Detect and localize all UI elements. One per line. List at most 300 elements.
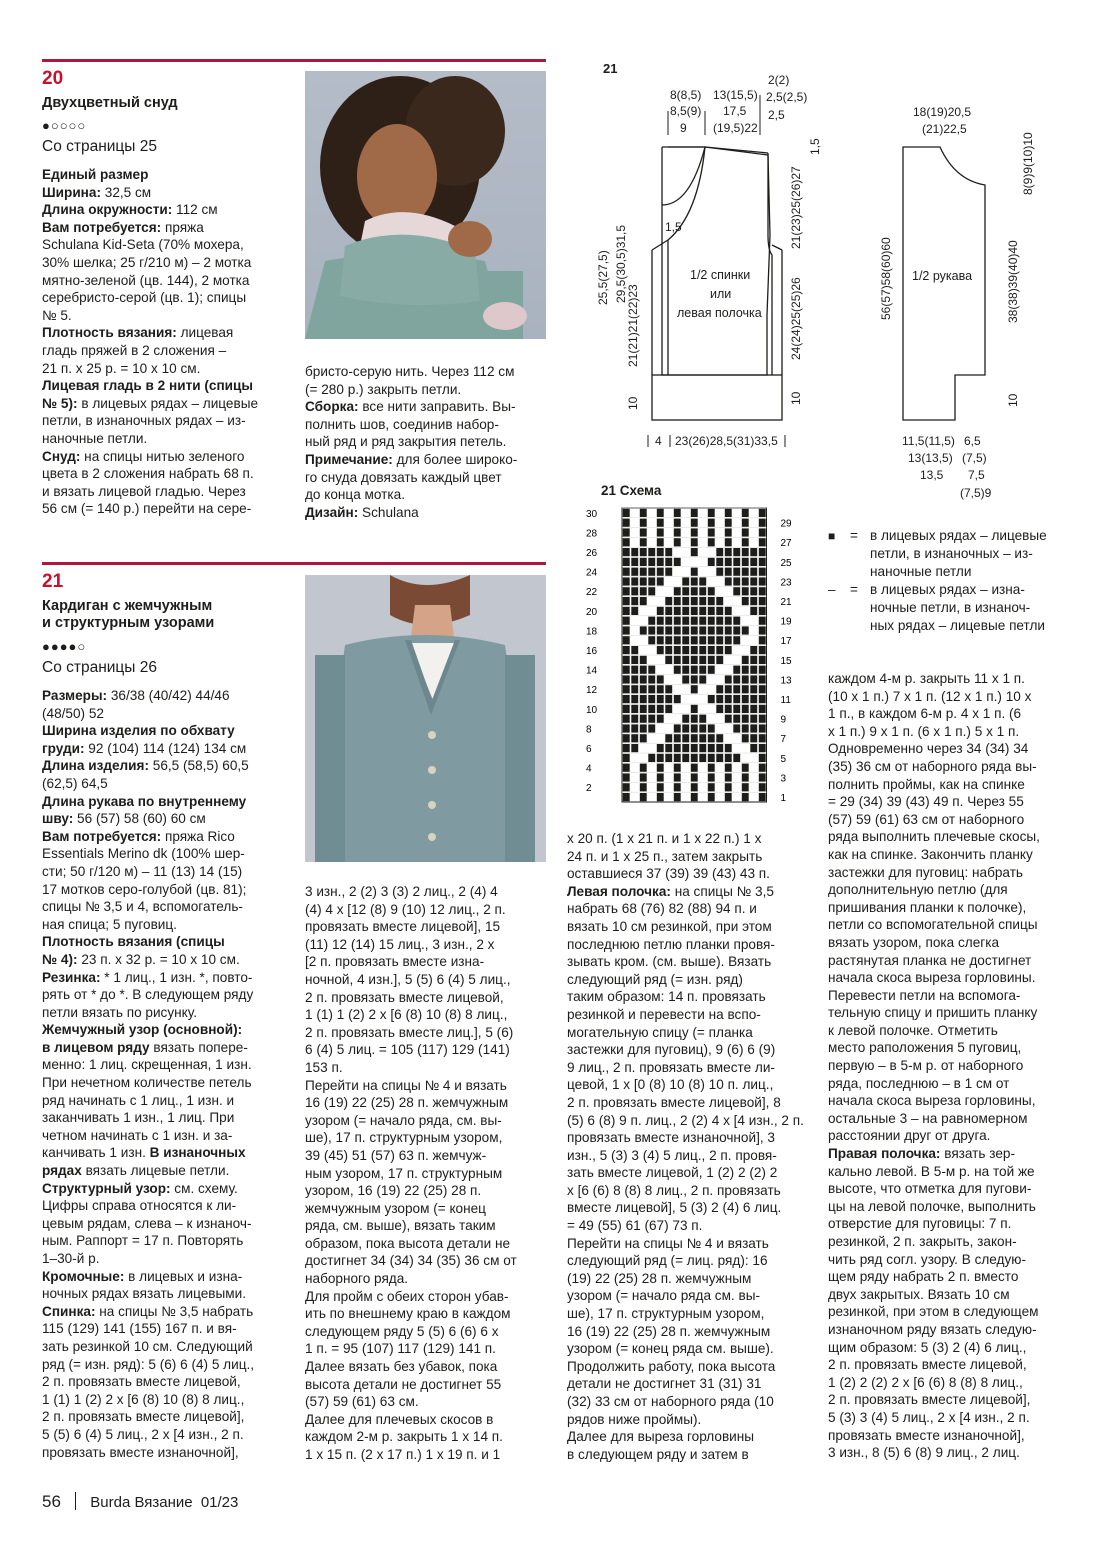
- chart-cell-knit: [759, 558, 766, 566]
- text-line: и вязать лицевой гладью. Через: [42, 483, 246, 499]
- text-line: Для пройм с обеих сторон убав-: [305, 1288, 509, 1304]
- chart-cell-knit: [725, 528, 732, 536]
- text-line: Вам потребуется: пряжа: [42, 219, 204, 235]
- text-line: начала скоса выреза горловины,: [828, 1093, 1036, 1109]
- p21-text-col2: [305, 883, 557, 1464]
- chart-cell-knit: [623, 519, 630, 527]
- chart-cell-knit: [691, 597, 698, 605]
- chart-cell-knit: [665, 656, 672, 664]
- chart-cell-knit: [759, 568, 766, 576]
- text-line: застежки для пуговиц: набрать: [828, 864, 1023, 880]
- chart-cell-knit: [674, 587, 681, 595]
- text-line: Левая полочка: на спицы № 3,5: [567, 883, 774, 899]
- chart-row-label-right: 11: [780, 695, 791, 707]
- text-line: высота детали не достигнет 55: [305, 1376, 502, 1392]
- chart-cell-knit: [750, 607, 757, 615]
- text-line: провязать вместе лицевой], 15: [305, 919, 501, 935]
- sleeve-top-2: (21)22,5: [922, 122, 967, 136]
- chart-cell-knit: [708, 597, 715, 605]
- chart-cell-knit: [725, 695, 732, 703]
- chart-cell-knit: [665, 617, 672, 625]
- chart-cell-knit: [674, 636, 681, 644]
- text-line: начала скоса выреза горловины.: [828, 970, 1036, 986]
- chart-cell-knit: [725, 783, 732, 791]
- chart-cell-knit: [691, 528, 698, 536]
- chart-cell-knit: [665, 744, 672, 752]
- pattern-number-21: 21: [42, 571, 64, 592]
- text-line: следующем ряду 5 (5) 6 (6) 6 х: [305, 1323, 499, 1339]
- text-line: 2 п. провязать вместе лицевой,: [42, 1374, 241, 1390]
- chart-cell-knit: [657, 773, 664, 781]
- chart-cell-knit: [733, 666, 740, 674]
- chart-cell-knit: [648, 617, 655, 625]
- chart-cell-knit: [708, 666, 715, 674]
- chart-cell-knit: [640, 587, 647, 595]
- chart-cell-knit: [623, 715, 630, 723]
- text-line: провязать вместе изнаночной], 3: [567, 1130, 775, 1146]
- text-line: 1 (1) 1 (2) 2 х [6 (8) 10 (8) 8 лиц.,: [42, 1391, 245, 1407]
- chart-cell-knit: [708, 773, 715, 781]
- text-line: Перейти на спицы № 4 и вязать: [305, 1077, 507, 1093]
- text-line: ряда, см. выше), вязать таким: [305, 1218, 496, 1234]
- chart-cell-knit: [657, 646, 664, 654]
- chart-cell-knit: [759, 528, 766, 536]
- chart-cell-knit: [691, 568, 698, 576]
- text-line: 2 п. провязать вместе лицевой,: [305, 989, 504, 1005]
- text-line: (57) 59 (61) 63 см от наборного: [828, 811, 1025, 827]
- chart-cell-knit: [640, 734, 647, 742]
- chart-cell-knit: [742, 675, 749, 683]
- chart-cell-knit: [665, 695, 672, 703]
- text-line: Цифры справа относятся к ли-: [42, 1198, 237, 1214]
- chart-cell-knit: [657, 558, 664, 566]
- chart-cell-knit: [623, 675, 630, 683]
- chart-cell-knit: [750, 744, 757, 752]
- chart-cell-knit: [750, 705, 757, 713]
- chart-cell-knit: [657, 783, 664, 791]
- text-line: вязать узором, пока слегка: [828, 934, 1000, 950]
- chart-cell-knit: [623, 656, 630, 664]
- chart-cell-knit: [725, 577, 732, 585]
- chart-cell-knit: [657, 695, 664, 703]
- chart-cell-knit: [623, 734, 630, 742]
- chart-cell-knit: [725, 773, 732, 781]
- chart-cell-knit: [640, 724, 647, 732]
- chart-cell-knit: [699, 617, 706, 625]
- sleeve-left-dim: 56(57)58(60)60: [879, 237, 893, 320]
- chart-cell-knit: [708, 764, 715, 772]
- text-line: узором (= конец ряда см. выше).: [567, 1341, 774, 1357]
- text-line: бристо-серую нить. Через 112 см: [305, 364, 515, 379]
- chart-cell-knit: [699, 715, 706, 723]
- chart-cell-knit: [708, 617, 715, 625]
- chart-row-label-right: 29: [780, 518, 792, 530]
- chart-cell-knit: [708, 793, 715, 801]
- chart-cell-knit: [631, 548, 638, 556]
- text-line: Ширина: 32,5 см: [42, 184, 152, 200]
- chart-cell-knit: [733, 724, 740, 732]
- chart-cell-knit: [725, 519, 732, 527]
- chart-row-label-right: 19: [780, 616, 792, 628]
- text-line: Жемчужный узор (основной):: [42, 1022, 243, 1038]
- chart-cell-knit: [733, 617, 740, 625]
- dim-top-3b: 2,5(2,5): [766, 90, 808, 104]
- text-line: изн., 5 (3) 3 (4) 5 лиц., 2 п. провя-: [567, 1147, 777, 1163]
- chart-cell-knit: [623, 793, 630, 801]
- text-line: как на спинке. Закончить планку: [828, 846, 1033, 862]
- chart-row-label-right: 25: [780, 557, 792, 569]
- text-line: ный ряд и ряд закрытия петель.: [305, 434, 507, 450]
- text-line: 2 п. провязать вместе лицевой,: [828, 1357, 1027, 1373]
- text-line: 1 п., в каждом 6-м р. 4 х 1 п. (6: [828, 706, 1022, 722]
- chart-cell-knit: [742, 538, 749, 546]
- chart-cell-knit: [623, 666, 630, 674]
- text-line: 17 мотков серо-голубой (цв. 81);: [42, 881, 247, 897]
- text-line: петли вязать по рисунку.: [42, 1004, 197, 1020]
- chart-cell-knit: [742, 666, 749, 674]
- chart-cell-knit: [759, 656, 766, 664]
- schema-title: 21 Схема: [601, 483, 662, 498]
- text-line: узором (= начало ряда, см. вы-: [305, 1112, 502, 1128]
- chart-cell-knit: [759, 548, 766, 556]
- chart-cell-knit: [708, 587, 715, 595]
- text-line: достигнет 34 (34) 34 (35) 36 см от: [305, 1253, 517, 1269]
- chart-cell-knit: [640, 715, 647, 723]
- sleeve-bottom-6: 7,5: [968, 468, 985, 482]
- chart-cell-knit: [657, 538, 664, 546]
- chart-cell-knit: [691, 636, 698, 644]
- text-line: (32) 33 см от наборного ряда (10: [567, 1394, 774, 1409]
- text-line: в лицевом ряду вязать попере-: [42, 1039, 248, 1055]
- text-line: При нечетном количестве петель: [42, 1075, 252, 1091]
- text-line: в следующем ряду и затем в: [567, 1446, 749, 1462]
- chart-row-label-left: 18: [586, 626, 598, 638]
- text-line: 3 изн., 2 (2) 3 (3) 2 лиц., 2 (4) 4: [305, 884, 498, 899]
- chart-cell-knit: [708, 695, 715, 703]
- text-line: провязать вместе изнаночной],: [42, 1444, 239, 1460]
- text-line: 2 п. провязать вместе лицевой],: [42, 1409, 245, 1425]
- chart-row-label-left: 26: [586, 548, 598, 560]
- text-line: Продолжить работу, пока высота: [567, 1358, 776, 1374]
- chart-cell-knit: [708, 558, 715, 566]
- chart-cell-knit: [750, 675, 757, 683]
- chart-cell-knit: [682, 744, 689, 752]
- chart-cell-knit: [759, 734, 766, 742]
- dim-left-3: 21(21)21(22)23: [626, 284, 640, 367]
- chart-cell-knit: [674, 626, 681, 634]
- chart-cell-knit: [674, 695, 681, 703]
- chart-cell-knit: [725, 705, 732, 713]
- chart-cell-knit: [631, 587, 638, 595]
- chart-row-label-left: 4: [586, 763, 592, 775]
- chart-cell-knit: [674, 793, 681, 801]
- chart-cell-knit: [623, 646, 630, 654]
- chart-cell-knit: [708, 528, 715, 536]
- chart-cell-knit: [725, 617, 732, 625]
- chart-cell-knit: [733, 695, 740, 703]
- chart-cell-knit: [725, 626, 732, 634]
- text-line: ить по внешнему краю в каждом: [305, 1306, 511, 1322]
- chart-cell-knit: [674, 509, 681, 517]
- chart-cell-knit: [691, 793, 698, 801]
- text-line: Essentials Merino dk (100% шер-: [42, 846, 245, 862]
- chart-cell-knit: [742, 568, 749, 576]
- text-line: цвета в 2 сложения набрать 68 п.: [42, 466, 254, 482]
- photo-snood-image: [305, 71, 546, 339]
- chart-cell-knit: [699, 744, 706, 752]
- text-line: изнаночном ряду вязать следую-: [828, 1321, 1037, 1337]
- chart-cell-knit: [725, 607, 732, 615]
- difficulty-rating-21: ●●●●○: [42, 639, 87, 654]
- legend-text-2b: ночные петли, в изнаноч-: [870, 600, 1031, 615]
- chart-cell-knit: [759, 538, 766, 546]
- text-line: остальные 3 – на равномерном: [828, 1110, 1028, 1126]
- text-line: каждом 4-м р. закрыть 11 х 1 п.: [828, 671, 1025, 686]
- chart-cell-knit: [742, 656, 749, 664]
- text-line: жемчужным узором (= конец: [305, 1200, 486, 1216]
- chart-row-label-left: 6: [586, 744, 592, 756]
- text-line: заканчивать 1 изн., 1 лиц. При: [42, 1110, 235, 1126]
- text-line: Резинка: * 1 лиц., 1 изн. *, повто-: [42, 969, 253, 985]
- text-line: расстоянии друг от друга.: [828, 1128, 991, 1144]
- text-line: (5) 6 (8) 9 п. лиц., 2 (2) 4 х [4 изн., 2 п.: [567, 1112, 804, 1128]
- text-line: цы на левой полочке, выполнить: [828, 1198, 1036, 1214]
- text-line: ряда, последнюю – в 1 см от: [828, 1075, 1010, 1091]
- photo-snood: [305, 71, 546, 339]
- text-line: Длина окружности: 112 см: [42, 202, 218, 218]
- chart-cell-knit: [691, 646, 698, 654]
- text-line: [2 п. провязать вместе изна-: [305, 954, 485, 970]
- chart-cell-knit: [742, 509, 749, 517]
- chart-cell-knit: [665, 626, 672, 634]
- legend-text-1c: наночные петли: [870, 564, 972, 579]
- text-line: вместе лицевой], 5 (3) 2 (4) 6 лиц.: [567, 1200, 782, 1216]
- legend-text-2a: в лицевых рядах – изна-: [870, 582, 1025, 597]
- chart-cell-knit: [725, 636, 732, 644]
- chart-cell-knit: [631, 568, 638, 576]
- sleeve-bottom-4: 6,5: [964, 434, 981, 448]
- chart-cell-knit: [640, 538, 647, 546]
- text-line: наборного ряда.: [305, 1271, 409, 1287]
- text-line: спицы № 3,5 и 4, вспомогатель-: [42, 899, 243, 915]
- text-line: Единый размер: [42, 167, 149, 182]
- chart-cell-knit: [699, 577, 706, 585]
- chart-cell-knit: [623, 744, 630, 752]
- text-line: серебристо-серой (цв. 1); спицы: [42, 290, 247, 306]
- chart-row-label-left: 22: [586, 587, 598, 599]
- text-line: ше), 17 п. структурным узором,: [305, 1130, 503, 1146]
- chart-cell-knit: [742, 715, 749, 723]
- back-label-2: или: [710, 287, 732, 301]
- chart-cell-knit: [674, 666, 681, 674]
- text-line: следующий ряд (= изн. ряд): [567, 971, 743, 987]
- chart-cell-knit: [733, 754, 740, 762]
- chart-cell-knit: [665, 558, 672, 566]
- text-line: ряд начинать с 1 лиц., 1 изн. и: [42, 1092, 235, 1108]
- chart-cell-knit: [742, 626, 749, 634]
- text-line: узором (= начало ряда см. вы-: [567, 1288, 761, 1304]
- chart-cell-knit: [623, 783, 630, 791]
- chart-cell-knit: [623, 548, 630, 556]
- from-page-21: Со страницы 26: [42, 659, 157, 676]
- chart-cell-knit: [665, 597, 672, 605]
- text-line: тельную спицу и пришить планку: [828, 1005, 1038, 1021]
- text-line: набрать 68 (76) 82 (88) 94 п. и: [567, 901, 757, 917]
- chart-cell-knit: [623, 764, 630, 772]
- text-line: зать резинкой 10 см. Следующий: [42, 1338, 253, 1354]
- chart-cell-knit: [691, 626, 698, 634]
- chart-cell-knit: [699, 646, 706, 654]
- chart-cell-knit: [640, 685, 647, 693]
- chart-cell-knit: [640, 509, 647, 517]
- chart-cell-knit: [733, 675, 740, 683]
- chart-cell-knit: [657, 577, 664, 585]
- chart-cell-knit: [640, 577, 647, 585]
- chart-cell-knit: [682, 617, 689, 625]
- chart-cell-knit: [691, 519, 698, 527]
- text-line: полнить проймы, как на спинке: [828, 776, 1025, 792]
- text-line: ряд (= изн. ряд): 5 (6) 6 (4) 5 лиц.,: [42, 1356, 255, 1372]
- text-line: (11) 12 (14) 15 лиц., 3 изн., 2 х: [305, 936, 495, 952]
- chart-cell-knit: [708, 509, 715, 517]
- chart-cell-knit: [657, 607, 664, 615]
- chart-cell-knit: [657, 744, 664, 752]
- chart-cell-knit: [648, 636, 655, 644]
- from-page-20: Со страницы 25: [42, 138, 157, 155]
- chart-cell-knit: [648, 715, 655, 723]
- sleeve-bottom-5: (7,5): [962, 451, 987, 465]
- text-line: (62,5) 64,5: [42, 775, 108, 791]
- chart-cell-knit: [682, 734, 689, 742]
- chart-row-label-right: 3: [780, 773, 787, 785]
- chart-cell-knit: [674, 754, 681, 762]
- legend: [828, 527, 1088, 635]
- chart-cell-knit: [699, 666, 706, 674]
- chart-cell-knit: [640, 773, 647, 781]
- sleeve-bottom-3: 13,5: [920, 468, 944, 482]
- chart-cell-knit: [691, 587, 698, 595]
- chart-cell-knit: [623, 773, 630, 781]
- p21-text-col4: [828, 670, 1080, 1462]
- section-rule-21: [42, 562, 546, 565]
- sleeve-label: 1/2 рукава: [912, 269, 973, 283]
- chart-cell-knit: [640, 656, 647, 664]
- text-line: х 1 п.) 9 х 1 п. (6 х 1 п.) 5 х 1 п.: [828, 723, 1020, 739]
- chart-cell-knit: [674, 764, 681, 772]
- text-line: № 5): в лицевых рядах – лицевые: [42, 395, 259, 411]
- chart-cell-knit: [640, 793, 647, 801]
- text-line: первую – в 5-м р. от наборного: [828, 1058, 1024, 1074]
- footer-divider: [75, 1492, 76, 1510]
- chart-row-label-right: 5: [780, 753, 787, 765]
- chart-cell-knit: [759, 666, 766, 674]
- chart-cell-knit: [674, 646, 681, 654]
- legend-eq-2: =: [850, 582, 858, 597]
- chart-cell-knit: [623, 577, 630, 585]
- text-line: Вам потребуется: пряжа Rico: [42, 828, 235, 844]
- text-line: (10 х 1 п.) 7 х 1 п. (12 х 1 п.) 10 х: [828, 688, 1032, 704]
- pattern-title-21-line2: и структурным узорами: [42, 615, 215, 631]
- text-line: Длина изделия: 56,5 (58,5) 60,5: [42, 758, 249, 774]
- text-line: 153 п.: [305, 1059, 343, 1075]
- chart-cell-knit: [657, 528, 664, 536]
- chart-cell-knit: [631, 685, 638, 693]
- chart-row-label-right: 13: [780, 675, 792, 687]
- text-line: = 49 (55) 61 (67) 73 п.: [567, 1218, 703, 1234]
- text-line: Сборка: все нити заправить. Вы-: [305, 399, 516, 415]
- p21-text-col1: [42, 687, 294, 1461]
- text-line: Размеры: 36/38 (40/42) 44/46: [42, 688, 230, 703]
- chart-cell-knit: [725, 744, 732, 752]
- chart-cell-knit: [640, 519, 647, 527]
- chart-row-label-right: 15: [780, 655, 792, 667]
- chart-cell-knit: [623, 538, 630, 546]
- chart-cell-knit: [742, 577, 749, 585]
- text-line: 1 (2) 2 (2) 2 х [6 (6) 8 (8) 8 лиц.,: [828, 1374, 1023, 1390]
- text-line: 9 лиц., 2 п. провязать вместе ли-: [567, 1059, 775, 1075]
- inner-dim: 1,5: [665, 220, 682, 234]
- text-line: место раположения 5 пуговиц,: [828, 1040, 1022, 1056]
- chart-cell-knit: [708, 538, 715, 546]
- chart-cell-knit: [691, 607, 698, 615]
- chart-cell-knit: [648, 685, 655, 693]
- chart-cell-knit: [742, 724, 749, 732]
- chart-cell-knit: [725, 509, 732, 517]
- chart-cell-knit: [699, 656, 706, 664]
- chart-cell-knit: [733, 577, 740, 585]
- p20-text-right: [305, 363, 555, 521]
- chart-cell-knit: [674, 783, 681, 791]
- chart-cell-knit: [716, 646, 723, 654]
- chart-cell-knit: [716, 656, 723, 664]
- chart-cell-knit: [759, 744, 766, 752]
- chart-cell-knit: [716, 695, 723, 703]
- text-line: образом, пока высота детали не: [305, 1235, 511, 1251]
- text-line: 30% шелка; 25 г/210 м) – 2 мотка: [42, 254, 252, 270]
- chart-cell-knit: [648, 548, 655, 556]
- chart-cell-knit: [759, 705, 766, 713]
- chart-cell-knit: [631, 734, 638, 742]
- text-line: Перевести петли на вспомога-: [828, 987, 1021, 1003]
- text-line: отверстие для пуговицы: 7 п.: [828, 1216, 1012, 1232]
- chart-row-label-left: 20: [586, 606, 598, 618]
- chart-cell-knit: [708, 646, 715, 654]
- chart-cell-knit: [665, 646, 672, 654]
- sleeve-bottom-2: 13(13,5): [908, 451, 953, 465]
- chart-cell-knit: [699, 734, 706, 742]
- chart-row-label-right: 21: [780, 597, 792, 609]
- chart-cell-knit: [759, 793, 766, 801]
- text-line: Одновременно через 34 (34) 34: [828, 741, 1029, 757]
- chart-cell-knit: [716, 617, 723, 625]
- chart-cell-knit: [742, 705, 749, 713]
- chart-cell-knit: [691, 744, 698, 752]
- chart-cell-knit: [674, 538, 681, 546]
- chart-cell-knit: [623, 695, 630, 703]
- chart-cell-knit: [631, 607, 638, 615]
- chart-cell-knit: [665, 685, 672, 693]
- chart-cell-knit: [648, 705, 655, 713]
- chart-cell-knit: [750, 695, 757, 703]
- chart-cell-knit: [682, 646, 689, 654]
- text-line: 2 п. провязать вместе лицевой], 8: [567, 1094, 781, 1110]
- chart-cell-knit: [657, 764, 664, 772]
- dim-top-2a: 13(15,5): [713, 88, 758, 102]
- text-line: Спинка: на спицы № 3,5 набрать: [42, 1303, 254, 1319]
- text-line: Кромочные: в лицевых и изна-: [42, 1268, 243, 1284]
- chart-cell-knit: [733, 587, 740, 595]
- chart-cell-knit: [733, 715, 740, 723]
